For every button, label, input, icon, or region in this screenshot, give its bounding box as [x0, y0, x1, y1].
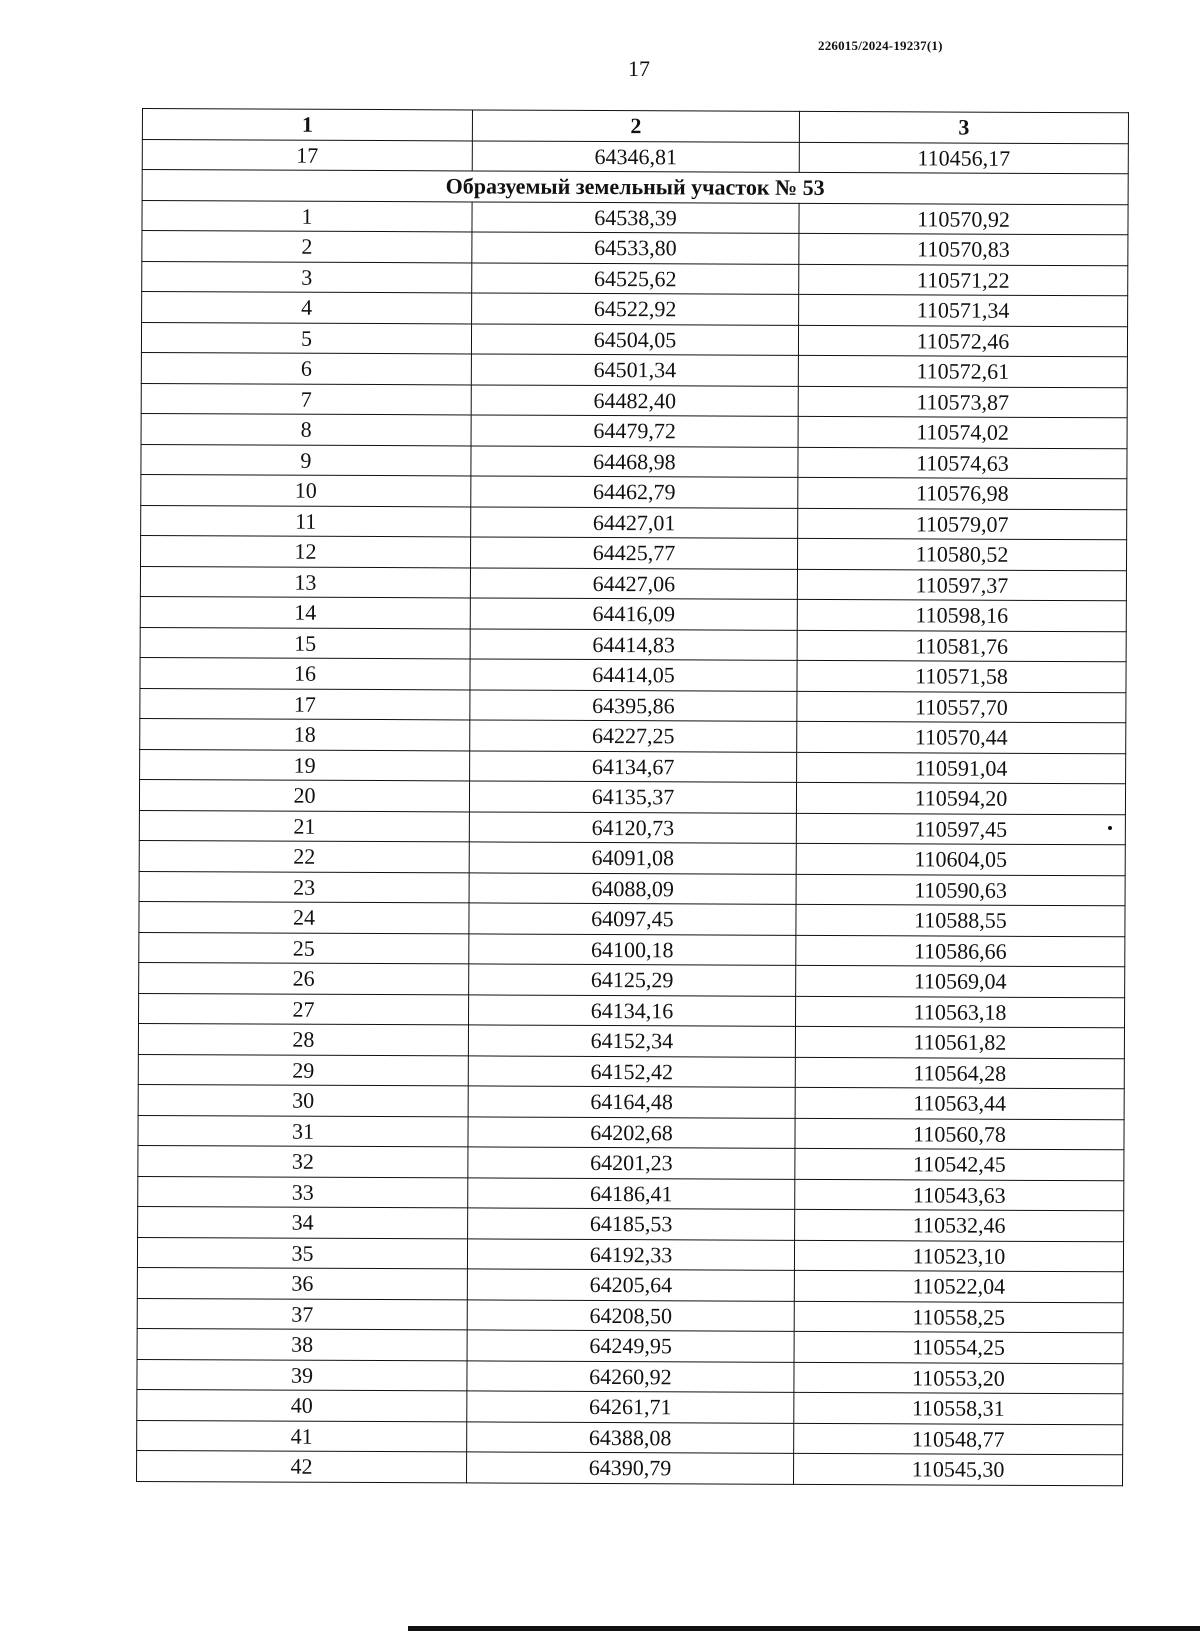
table-row [138, 1054, 1124, 1089]
point-number-cell: 5 [141, 322, 471, 354]
point-number-cell: 39 [137, 1359, 467, 1391]
point-number-cell: 13 [140, 566, 470, 598]
x-coordinate-cell: 64501,34 [471, 354, 798, 386]
point-number-cell: 16 [140, 657, 470, 689]
x-coordinate-cell: 64261,71 [467, 1391, 794, 1423]
page-number: 17 [628, 56, 650, 81]
table-row [137, 1298, 1123, 1333]
table-row [138, 1084, 1124, 1119]
table-row [137, 1328, 1123, 1363]
x-coordinate-cell: 64538,39 [472, 201, 799, 233]
y-coordinate-cell: 110574,02 [798, 416, 1127, 448]
point-number-cell: 17 [142, 139, 472, 171]
y-coordinate-cell: 110569,04 [796, 965, 1125, 997]
y-coordinate-cell: 110598,16 [797, 599, 1126, 631]
y-coordinate-cell: 110542,45 [795, 1148, 1124, 1180]
x-coordinate-cell: 64479,72 [471, 415, 798, 447]
y-coordinate-cell: 110570,44 [797, 721, 1126, 753]
scan-speck [1108, 826, 1112, 830]
y-coordinate-cell: 110523,10 [794, 1240, 1123, 1272]
table-row [141, 444, 1127, 479]
table-row [140, 627, 1126, 662]
table-row [137, 1267, 1123, 1302]
table-row [139, 932, 1125, 967]
x-coordinate-cell: 64427,06 [470, 567, 797, 599]
point-number-cell: 31 [138, 1115, 468, 1147]
x-coordinate-cell: 64390,79 [467, 1452, 794, 1484]
point-number-cell: 21 [139, 810, 469, 842]
y-coordinate-cell: 110563,18 [795, 996, 1124, 1028]
x-coordinate-cell: 64504,05 [471, 323, 798, 355]
point-number-cell: 15 [140, 627, 470, 659]
y-coordinate-cell: 110571,34 [799, 294, 1128, 326]
table-row [140, 657, 1126, 692]
point-number-cell: 17 [140, 688, 470, 720]
point-number-cell: 41 [137, 1420, 467, 1452]
point-number-cell: 36 [137, 1267, 467, 1299]
point-number-cell: 38 [137, 1328, 467, 1360]
point-number-cell: 26 [139, 962, 469, 994]
x-coordinate-cell: 64202,68 [468, 1116, 795, 1148]
x-coordinate-cell: 64416,09 [470, 598, 797, 630]
table-row [140, 566, 1126, 601]
x-coordinate-cell: 64522,92 [472, 293, 799, 325]
x-coordinate-cell: 64346,81 [472, 140, 799, 172]
x-coordinate-cell: 64097,45 [469, 903, 796, 935]
table-row [138, 1023, 1124, 1058]
point-number-cell: 12 [141, 535, 471, 567]
point-number-cell: 18 [140, 718, 470, 750]
x-coordinate-cell: 64427,01 [471, 506, 798, 538]
y-coordinate-cell: 110579,07 [798, 508, 1127, 540]
y-coordinate-cell: 110557,70 [797, 691, 1126, 723]
point-number-cell: 28 [138, 1023, 468, 1055]
y-coordinate-cell: 110586,66 [796, 935, 1125, 967]
y-coordinate-cell: 110573,87 [798, 386, 1127, 418]
y-coordinate-cell: 110560,78 [795, 1118, 1124, 1150]
x-coordinate-cell: 64091,08 [469, 842, 796, 874]
x-coordinate-cell: 64249,95 [467, 1330, 794, 1362]
y-coordinate-cell: 110571,58 [797, 660, 1126, 692]
x-coordinate-cell: 64100,18 [469, 933, 796, 965]
table-row [141, 474, 1127, 509]
table-row [139, 840, 1125, 875]
x-coordinate-cell: 64186,41 [468, 1177, 795, 1209]
x-coordinate-cell: 64388,08 [467, 1421, 794, 1453]
point-number-cell: 23 [139, 871, 469, 903]
x-coordinate-cell: 64201,23 [468, 1147, 795, 1179]
point-number-cell: 42 [137, 1450, 467, 1482]
point-number-cell: 32 [138, 1145, 468, 1177]
point-number-cell: 11 [141, 505, 471, 537]
x-coordinate-cell: 64208,50 [467, 1299, 794, 1331]
x-coordinate-cell: 64525,62 [472, 262, 799, 294]
point-number-cell: 29 [138, 1054, 468, 1086]
point-number-cell: 25 [139, 932, 469, 964]
y-coordinate-cell: 110580,52 [797, 538, 1126, 570]
point-number-cell: 40 [137, 1389, 467, 1421]
table-row [141, 352, 1127, 387]
table-row [141, 383, 1127, 418]
x-coordinate-cell: 64468,98 [471, 445, 798, 477]
x-coordinate-cell: 64414,05 [470, 659, 797, 691]
y-coordinate-cell: 110532,46 [795, 1209, 1124, 1241]
table-row [138, 1115, 1124, 1150]
x-coordinate-cell: 64425,77 [470, 537, 797, 569]
x-coordinate-cell: 64125,29 [469, 964, 796, 996]
y-coordinate-cell: 110597,45 [796, 813, 1125, 845]
column-header-3: 3 [799, 111, 1128, 143]
x-coordinate-cell: 64185,53 [468, 1208, 795, 1240]
table-row [137, 1389, 1123, 1424]
y-coordinate-cell: 110522,04 [794, 1270, 1123, 1302]
table-row [142, 292, 1128, 327]
table-row [139, 871, 1125, 906]
table-row [140, 688, 1126, 723]
point-number-cell: 33 [138, 1176, 468, 1208]
x-coordinate-cell: 64227,25 [470, 720, 797, 752]
y-coordinate-cell: 110553,20 [794, 1362, 1123, 1394]
table-row [142, 231, 1128, 266]
table-row [142, 200, 1128, 235]
y-coordinate-cell: 110558,31 [794, 1392, 1123, 1424]
point-number-cell: 14 [140, 596, 470, 628]
y-coordinate-cell: 110564,28 [795, 1057, 1124, 1089]
point-number-cell: 9 [141, 444, 471, 476]
x-coordinate-cell: 64134,67 [470, 750, 797, 782]
y-coordinate-cell: 110597,37 [797, 569, 1126, 601]
y-coordinate-cell: 110576,98 [798, 477, 1127, 509]
x-coordinate-cell: 64533,80 [472, 232, 799, 264]
x-coordinate-cell: 64482,40 [471, 384, 798, 416]
y-coordinate-cell: 110543,63 [795, 1179, 1124, 1211]
point-number-cell: 2 [142, 231, 472, 263]
y-coordinate-cell: 110572,46 [798, 325, 1127, 357]
point-number-cell: 10 [141, 474, 471, 506]
table-row [138, 1145, 1124, 1180]
y-coordinate-cell: 110558,25 [794, 1301, 1123, 1333]
column-header-2: 2 [472, 110, 799, 142]
point-number-cell: 8 [141, 413, 471, 445]
table-row [141, 413, 1127, 448]
point-number-cell: 22 [139, 840, 469, 872]
point-number-cell: 27 [139, 993, 469, 1025]
point-number-cell: 20 [139, 779, 469, 811]
y-coordinate-cell: 110591,04 [797, 752, 1126, 784]
point-number-cell: 37 [137, 1298, 467, 1330]
x-coordinate-cell: 64192,33 [467, 1238, 794, 1270]
table-row [142, 261, 1128, 296]
table-row [141, 322, 1127, 357]
section-title-row [142, 170, 1128, 205]
table-row [142, 139, 1128, 174]
point-number-cell: 30 [138, 1084, 468, 1116]
table-row [137, 1420, 1123, 1455]
point-number-cell: 7 [141, 383, 471, 415]
y-coordinate-cell: 110456,17 [799, 142, 1128, 174]
table-row [139, 901, 1125, 936]
table-row [141, 535, 1127, 570]
y-coordinate-cell: 110554,25 [794, 1331, 1123, 1363]
x-coordinate-cell: 64414,83 [470, 628, 797, 660]
point-number-cell: 4 [142, 292, 472, 324]
y-coordinate-cell: 110570,92 [799, 203, 1128, 235]
document-registration-number: 226015/2024-19237(1) [818, 38, 943, 53]
column-header-1: 1 [142, 109, 472, 141]
point-number-cell: 1 [142, 200, 472, 232]
point-number-cell: 34 [138, 1206, 468, 1238]
y-coordinate-cell: 110548,77 [794, 1423, 1123, 1455]
y-coordinate-cell: 110572,61 [798, 355, 1127, 387]
x-coordinate-cell: 64134,16 [469, 994, 796, 1026]
x-coordinate-cell: 64205,64 [467, 1269, 794, 1301]
x-coordinate-cell: 64395,86 [470, 689, 797, 721]
y-coordinate-cell: 110594,20 [796, 782, 1125, 814]
point-number-cell: 6 [141, 352, 471, 384]
y-coordinate-cell: 110581,76 [797, 630, 1126, 662]
y-coordinate-cell: 110570,83 [799, 233, 1128, 265]
table-row [137, 1359, 1123, 1394]
table-row [140, 718, 1126, 753]
table-row [139, 810, 1125, 845]
point-number-cell: 3 [142, 261, 472, 293]
y-coordinate-cell: 110604,05 [796, 843, 1125, 875]
table-row [137, 1450, 1123, 1485]
x-coordinate-cell: 64152,34 [468, 1025, 795, 1057]
point-number-cell: 35 [137, 1237, 467, 1269]
table-row [139, 962, 1125, 997]
table-row [138, 1206, 1124, 1241]
scan-edge-line [408, 1626, 1200, 1631]
table-row [137, 1237, 1123, 1272]
x-coordinate-cell: 64088,09 [469, 872, 796, 904]
coordinates-table [136, 108, 1129, 1486]
y-coordinate-cell: 110563,44 [795, 1087, 1124, 1119]
table-row [141, 505, 1127, 540]
point-number-cell: 24 [139, 901, 469, 933]
table-row [138, 1176, 1124, 1211]
y-coordinate-cell: 110545,30 [794, 1453, 1123, 1485]
y-coordinate-cell: 110561,82 [795, 1026, 1124, 1058]
x-coordinate-cell: 64164,48 [468, 1086, 795, 1118]
x-coordinate-cell: 64260,92 [467, 1360, 794, 1392]
x-coordinate-cell: 64135,37 [469, 781, 796, 813]
y-coordinate-cell: 110590,63 [796, 874, 1125, 906]
x-coordinate-cell: 64152,42 [468, 1055, 795, 1087]
y-coordinate-cell: 110588,55 [796, 904, 1125, 936]
y-coordinate-cell: 110571,22 [799, 264, 1128, 296]
table-row [140, 596, 1126, 631]
table-row [139, 779, 1125, 814]
point-number-cell: 19 [140, 749, 470, 781]
table-row [139, 993, 1125, 1028]
x-coordinate-cell: 64462,79 [471, 476, 798, 508]
x-coordinate-cell: 64120,73 [469, 811, 796, 843]
section-title: Образуемый земельный участок № 53 [142, 170, 1128, 205]
table-row [140, 749, 1126, 784]
table-header-row [142, 109, 1128, 144]
y-coordinate-cell: 110574,63 [798, 447, 1127, 479]
